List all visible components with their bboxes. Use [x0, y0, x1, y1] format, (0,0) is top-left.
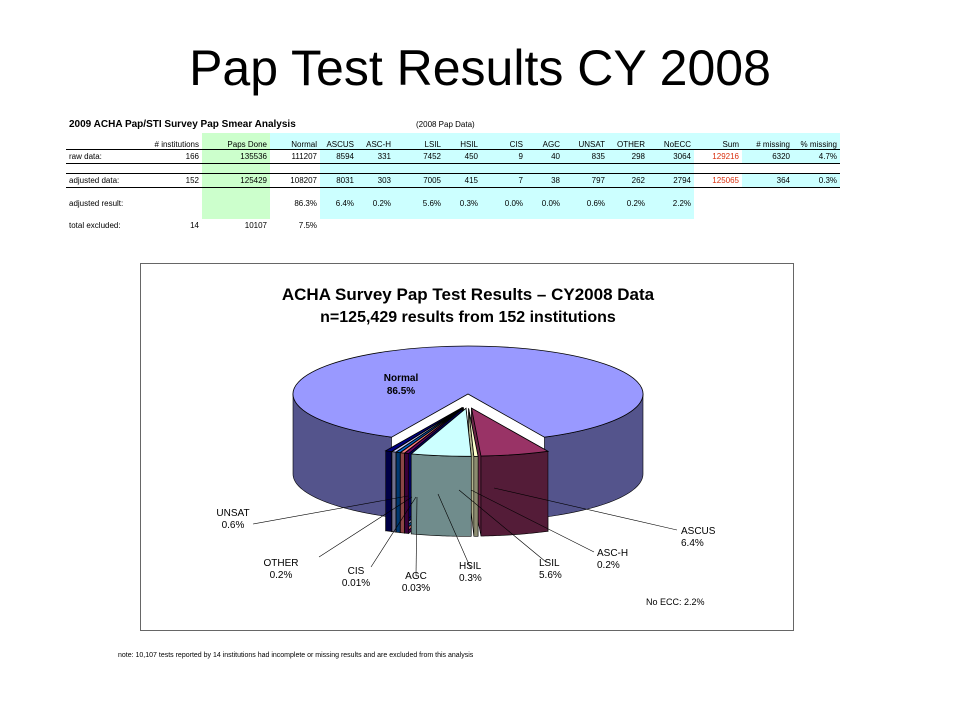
- column-header: NoECC: [648, 133, 694, 150]
- table-gap-row: [66, 210, 840, 219]
- slice-label-ascus: ASCUS: [681, 526, 716, 537]
- slice-label-unsat: UNSAT: [216, 508, 250, 519]
- column-header: # institutions: [154, 140, 199, 149]
- chart-subtitle: n=125,429 results from 152 institutions: [320, 309, 616, 326]
- footnote: note: 10,107 tests reported by 14 institutions had incomplete or missing results and are excluded from this analysis: [118, 652, 474, 659]
- table-cell: 7452: [394, 150, 444, 164]
- table-cell: [648, 219, 694, 232]
- table-cell: 14: [190, 221, 199, 230]
- column-header: HSIL: [444, 133, 481, 150]
- pie-slice-side: [400, 453, 404, 533]
- noecc-annotation: No ECC: 2.2%: [646, 597, 705, 607]
- slice-label-other: OTHER: [263, 558, 299, 569]
- table-row: [66, 197, 840, 210]
- table-cell: 262: [608, 174, 648, 188]
- sheet-subtitle: (2008 Pap Data): [416, 120, 475, 129]
- table-cell: 0.2%: [357, 197, 394, 210]
- slice-value-ascus: 6.4%: [681, 538, 704, 549]
- pie-slice-side: [481, 451, 548, 536]
- pie-slice-side: [474, 456, 478, 536]
- table-cell: 38: [526, 174, 563, 188]
- table-cell: 797: [563, 174, 608, 188]
- table-row: [66, 174, 840, 188]
- table-cell: 125065: [694, 174, 742, 188]
- slice-value-hsil: 0.3%: [459, 573, 482, 584]
- column-header: Paps Done: [202, 133, 270, 150]
- table-gap-row: [66, 188, 840, 198]
- slice-value-normal: 86.5%: [386, 386, 416, 397]
- table-cell: 0.6%: [563, 197, 608, 210]
- column-header: % missing: [793, 133, 840, 150]
- slice-label-asch: ASC-H: [597, 548, 629, 559]
- column-header: Normal: [270, 133, 320, 150]
- table-cell: [694, 219, 742, 232]
- table-row: [66, 150, 840, 164]
- table-cell: 9: [481, 150, 526, 164]
- slice-label-hsil: HSIL: [459, 561, 482, 572]
- table-header-row: [66, 133, 840, 150]
- table-cell: 129216: [694, 150, 742, 164]
- column-header: AGC: [526, 133, 563, 150]
- table-cell: 0.0%: [481, 197, 526, 210]
- table-cell: 111207: [270, 150, 320, 164]
- table-cell: 135536: [202, 150, 270, 164]
- table-cell: 298: [608, 150, 648, 164]
- pie-slice-side: [411, 454, 471, 536]
- sheet-title: 2009 ACHA Pap/STI Survey Pap Smear Analysis: [69, 119, 296, 130]
- table-cell: 0.2%: [608, 197, 648, 210]
- column-header: ASC-H: [357, 133, 394, 150]
- table-cell: 8031: [320, 174, 357, 188]
- table-cell: 6320: [742, 150, 793, 164]
- table-cell: 303: [357, 174, 394, 188]
- table-cell: 7.5%: [298, 221, 317, 230]
- table-cell: [742, 219, 793, 232]
- pie-slice-side: [386, 451, 392, 532]
- slice-value-cis: 0.01%: [341, 578, 371, 589]
- table-gap-row: [66, 164, 840, 174]
- table-cell: [202, 197, 270, 210]
- chart-title: ACHA Survey Pap Test Results – CY2008 Data: [281, 285, 655, 304]
- row-label: adjusted result:: [69, 199, 124, 208]
- pie-slice-side: [405, 453, 409, 533]
- column-header: Sum: [694, 133, 742, 150]
- row-label: adjusted data:: [66, 174, 138, 188]
- table-cell: 166: [138, 150, 202, 164]
- slice-value-asch: 0.2%: [597, 560, 620, 571]
- column-header: LSIL: [394, 133, 444, 150]
- table-cell: [526, 219, 563, 232]
- table-cell: 8594: [320, 150, 357, 164]
- table-cell: 5.6%: [394, 197, 444, 210]
- table-cell: 2794: [648, 174, 694, 188]
- row-label: total excluded:: [69, 221, 121, 230]
- column-header: ASCUS: [320, 133, 357, 150]
- row-label: raw data:: [66, 150, 138, 164]
- table-cell: 125429: [202, 174, 270, 188]
- slice-value-lsil: 5.6%: [539, 570, 562, 581]
- slide-title: Pap Test Results CY 2008: [189, 40, 771, 96]
- slice-value-other: 0.2%: [269, 570, 293, 581]
- table-cell: [694, 197, 742, 210]
- pie-chart: [141, 264, 795, 632]
- slice-label-agc: AGC: [405, 571, 427, 582]
- column-header: OTHER: [608, 133, 648, 150]
- column-header: # missing: [742, 133, 793, 150]
- slice-value-unsat: 0.6%: [221, 520, 245, 531]
- table-cell: 2.2%: [648, 197, 694, 210]
- table-cell: 415: [444, 174, 481, 188]
- pie-chart-frame: [140, 263, 794, 631]
- pie-slice-side: [396, 452, 400, 532]
- table-cell: 450: [444, 150, 481, 164]
- table-cell: [481, 219, 526, 232]
- table-cell: 0.3%: [444, 197, 481, 210]
- table-cell: [742, 197, 793, 210]
- table-row: [66, 219, 840, 232]
- table-cell: [444, 219, 481, 232]
- table-cell: 364: [742, 174, 793, 188]
- table-cell: 40: [526, 150, 563, 164]
- pie-slice-side: [392, 452, 396, 532]
- slice-label-lsil: LSIL: [539, 558, 560, 569]
- table-cell: 4.7%: [793, 150, 840, 164]
- table-cell: 10107: [244, 221, 267, 230]
- table-cell: 3064: [648, 150, 694, 164]
- table-cell: [563, 219, 608, 232]
- table-cell: 7: [481, 174, 526, 188]
- table-cell: [608, 219, 648, 232]
- table-cell: [793, 219, 840, 232]
- table-cell: 7005: [394, 174, 444, 188]
- table-cell: 108207: [270, 174, 320, 188]
- table-cell: [138, 197, 202, 210]
- table-cell: 835: [563, 150, 608, 164]
- table-cell: 6.4%: [320, 197, 357, 210]
- table-cell: 86.3%: [294, 199, 317, 208]
- table-cell: [320, 219, 357, 232]
- slice-label-normal: Normal: [383, 373, 419, 384]
- slice-value-agc: 0.03%: [401, 583, 431, 594]
- column-header: UNSAT: [563, 133, 608, 150]
- table-cell: [394, 219, 444, 232]
- slice-label-cis: CIS: [347, 566, 365, 577]
- data-table: [66, 133, 840, 232]
- table-cell: [793, 197, 840, 210]
- table-cell: [357, 219, 394, 232]
- table-cell: 0.0%: [526, 197, 563, 210]
- header-spacer: [66, 133, 138, 150]
- table-cell: 152: [138, 174, 202, 188]
- table-cell: 0.3%: [793, 174, 840, 188]
- table-cell: 331: [357, 150, 394, 164]
- column-header: CIS: [481, 133, 526, 150]
